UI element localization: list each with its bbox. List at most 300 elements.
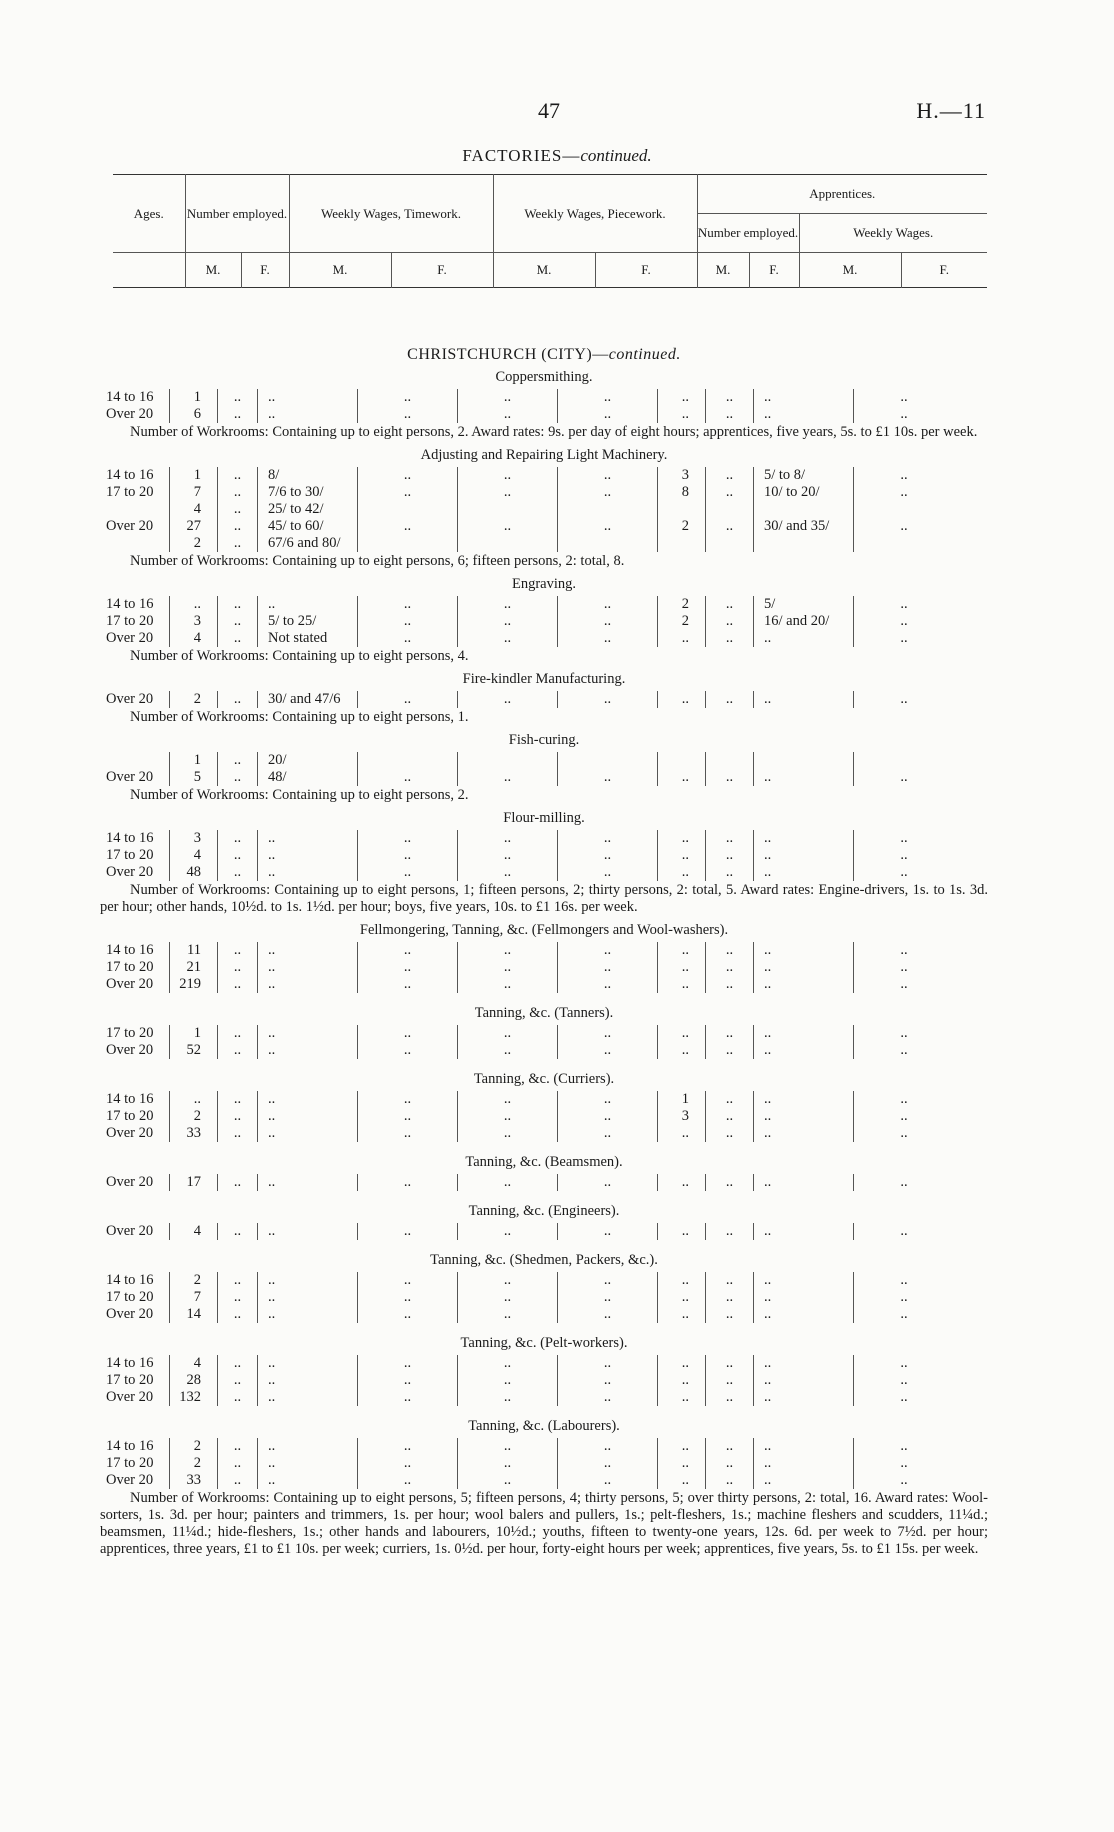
table-cell: .. — [754, 1272, 854, 1289]
age-cell: Over 20 — [100, 1174, 170, 1191]
table-cell: 1 — [170, 467, 218, 484]
table-cell: .. — [558, 1472, 658, 1489]
table-cell: .. — [754, 1355, 854, 1372]
table-cell: .. — [358, 518, 458, 535]
table-cell: .. — [754, 1125, 854, 1142]
header-apprentices: Apprentices. — [697, 175, 987, 214]
table-cell: .. — [218, 1091, 258, 1108]
table-cell: .. — [358, 976, 458, 993]
table-cell: .. — [218, 976, 258, 993]
table-cell: 5/ — [754, 596, 854, 613]
table-cell: 1 — [170, 389, 218, 406]
table-cell: .. — [258, 1355, 358, 1372]
table-cell: .. — [358, 1306, 458, 1323]
age-cell: 17 to 20 — [100, 1108, 170, 1125]
table-cell: .. — [218, 1372, 258, 1389]
age-cell: 17 to 20 — [100, 613, 170, 630]
table-cell — [658, 752, 706, 769]
table-cell: .. — [706, 1223, 754, 1240]
table-cell: .. — [218, 389, 258, 406]
table-cell: .. — [218, 942, 258, 959]
table-cell: .. — [658, 1223, 706, 1240]
table-cell: .. — [258, 1174, 358, 1191]
table-cell: .. — [900, 1223, 908, 1239]
table-cell: .. — [754, 1174, 854, 1191]
table-cell: .. — [458, 1455, 558, 1472]
table-cell — [658, 501, 706, 518]
table-cell: .. — [658, 1306, 706, 1323]
table-cell: 7 — [170, 1289, 218, 1306]
table-cell: .. — [258, 1306, 358, 1323]
table-cell: .. — [558, 613, 658, 630]
table-cell: 2 — [170, 691, 218, 708]
table-cell: .. — [706, 406, 754, 423]
table-cell: .. — [358, 613, 458, 630]
header-appr-weekly-wages: Weekly Wages. — [799, 214, 987, 253]
table-cell: .. — [558, 596, 658, 613]
age-cell: Over 20 — [100, 518, 170, 535]
table-cell: .. — [754, 942, 854, 959]
table-cell — [458, 535, 558, 552]
table-cell: .. — [900, 1125, 908, 1141]
table-cell: .. — [358, 1272, 458, 1289]
table-cell: .. — [900, 484, 908, 500]
section-note: Number of Workrooms: Containing up to eight persons, 2. Award rates: 9s. per day of eight hours; apprentices, five years, 5s. to £1 10s. per week. — [130, 424, 978, 440]
table-cell: 25/ to 42/ — [258, 501, 358, 518]
table-cell: .. — [218, 1455, 258, 1472]
table-cell: .. — [218, 1125, 258, 1142]
table-cell: .. — [558, 864, 658, 881]
table-cell: .. — [358, 484, 458, 501]
header-number-employed: Number employed. — [185, 175, 289, 253]
header-ages: Ages. — [133, 205, 164, 221]
table-cell: .. — [358, 830, 458, 847]
table-cell — [558, 501, 658, 518]
table-cell: .. — [358, 630, 458, 647]
table-cell: .. — [458, 484, 558, 501]
table-cell: .. — [754, 691, 854, 708]
age-cell: Over 20 — [100, 769, 170, 786]
table-cell: .. — [558, 976, 658, 993]
section-rows — [100, 596, 988, 647]
table-cell: .. — [658, 864, 706, 881]
table-cell: .. — [658, 1355, 706, 1372]
section-title: Flour-milling. — [503, 810, 585, 826]
table-cell: .. — [258, 1455, 358, 1472]
table-cell: .. — [358, 942, 458, 959]
table-cell: .. — [258, 864, 358, 881]
age-cell: 17 to 20 — [100, 484, 170, 501]
table-cell: 4 — [170, 847, 218, 864]
table-cell: .. — [900, 613, 908, 629]
section-title: Fellmongering, Tanning, &c. (Fellmongers and Wool-washers). — [359, 922, 729, 938]
table-cell: .. — [218, 1289, 258, 1306]
age-cell: 17 to 20 — [100, 847, 170, 864]
table-cell: .. — [358, 1355, 458, 1372]
table-cell: .. — [900, 691, 908, 707]
table-cell: Not stated — [258, 630, 358, 647]
table-cell: .. — [754, 1025, 854, 1042]
table-cell: .. — [218, 1389, 258, 1406]
table-cell: .. — [706, 691, 754, 708]
table-cell: .. — [218, 1025, 258, 1042]
section-note: Number of Workrooms: Containing up to eight persons, 1. — [130, 709, 469, 725]
table-cell: .. — [218, 1472, 258, 1489]
table-cell: .. — [358, 1223, 458, 1240]
table-cell: .. — [900, 1272, 908, 1288]
section-note: Number of Workrooms: Containing up to eight persons, 2. — [130, 787, 469, 803]
table-cell: .. — [358, 596, 458, 613]
table-cell: .. — [458, 1472, 558, 1489]
section-rows — [100, 752, 988, 786]
table-cell: .. — [218, 596, 258, 613]
table-cell — [754, 535, 854, 552]
table-cell: .. — [218, 847, 258, 864]
table-cell: .. — [458, 1355, 558, 1372]
table-cell: .. — [658, 630, 706, 647]
age-cell: 14 to 16 — [100, 596, 170, 613]
column-header-table — [113, 174, 987, 288]
table-cell: .. — [358, 769, 458, 786]
table-cell: .. — [900, 1174, 908, 1190]
section-gap — [100, 1191, 988, 1197]
table-cell: .. — [706, 864, 754, 881]
table-cell: .. — [706, 1174, 754, 1191]
table-cell — [358, 752, 458, 769]
table-cell: .. — [754, 769, 854, 786]
table-cell: .. — [706, 1472, 754, 1489]
header-f: F. — [391, 253, 493, 288]
table-cell: 5/ to 25/ — [258, 613, 358, 630]
table-cell: .. — [900, 1091, 908, 1107]
table-cell: .. — [558, 942, 658, 959]
table-cell — [854, 535, 954, 552]
table-cell: .. — [458, 406, 558, 423]
table-cell: 5/ to 8/ — [754, 467, 854, 484]
age-cell: Over 20 — [100, 1223, 170, 1240]
table-cell: .. — [706, 769, 754, 786]
table-cell: 48 — [170, 864, 218, 881]
table-cell: .. — [658, 1289, 706, 1306]
table-cell: .. — [458, 1125, 558, 1142]
table-cell — [558, 535, 658, 552]
age-cell: 14 to 16 — [100, 1272, 170, 1289]
table-cell: .. — [754, 1042, 854, 1059]
table-cell: .. — [900, 959, 908, 975]
table-cell: 2 — [170, 1272, 218, 1289]
table-cell: .. — [558, 389, 658, 406]
table-cell: .. — [258, 1042, 358, 1059]
table-cell: .. — [258, 1289, 358, 1306]
table-cell: .. — [458, 596, 558, 613]
table-cell: .. — [706, 1455, 754, 1472]
table-cell: .. — [458, 1289, 558, 1306]
header-m: M. — [799, 253, 901, 288]
table-cell: .. — [558, 1108, 658, 1125]
age-cell: 17 to 20 — [100, 1025, 170, 1042]
table-cell: .. — [706, 942, 754, 959]
table-cell: .. — [706, 1025, 754, 1042]
table-cell: .. — [218, 959, 258, 976]
table-cell: .. — [900, 596, 908, 612]
table-cell: .. — [218, 769, 258, 786]
section-rows — [100, 1272, 988, 1323]
table-cell: .. — [658, 1025, 706, 1042]
table-cell: .. — [658, 942, 706, 959]
section-title: Fish-curing. — [508, 732, 580, 748]
header-weekly-timework: Weekly Wages, Timework. — [289, 175, 493, 253]
age-cell: 17 to 20 — [100, 959, 170, 976]
table-cell — [706, 752, 754, 769]
table-cell: .. — [458, 1108, 558, 1125]
table-cell: .. — [658, 830, 706, 847]
table-cell: .. — [658, 1389, 706, 1406]
header-m: M. — [493, 253, 595, 288]
table-cell: 1 — [658, 1091, 706, 1108]
table-cell: 5 — [170, 769, 218, 786]
table-cell: .. — [358, 864, 458, 881]
table-cell: .. — [558, 959, 658, 976]
table-cell: .. — [358, 1174, 458, 1191]
table-cell — [754, 501, 854, 518]
age-cell: Over 20 — [100, 630, 170, 647]
table-cell: .. — [658, 1174, 706, 1191]
age-cell: Over 20 — [100, 1306, 170, 1323]
table-cell: .. — [258, 1372, 358, 1389]
page-number: 47 — [538, 98, 560, 123]
table-cell: 2 — [170, 1108, 218, 1125]
section-title: Tanning, &c. (Engineers). — [468, 1203, 620, 1219]
age-cell: 17 to 20 — [100, 1372, 170, 1389]
table-cell — [558, 752, 658, 769]
table-cell: 7/6 to 30/ — [258, 484, 358, 501]
table-cell: .. — [558, 1025, 658, 1042]
section-title: Tanning, &c. (Curriers). — [473, 1071, 615, 1087]
table-cell: 2 — [170, 535, 218, 552]
table-cell — [358, 535, 458, 552]
table-cell: .. — [258, 1472, 358, 1489]
age-cell: 14 to 16 — [100, 467, 170, 484]
header-f: F. — [901, 253, 987, 288]
table-cell: .. — [706, 830, 754, 847]
section-gap — [100, 993, 988, 999]
age-cell: Over 20 — [100, 1472, 170, 1489]
table-cell: .. — [558, 847, 658, 864]
table-cell: .. — [706, 847, 754, 864]
age-cell: Over 20 — [100, 1125, 170, 1142]
table-cell: .. — [900, 847, 908, 863]
header-appr-number-employed: Number employed. — [697, 214, 799, 253]
header-m: M. — [185, 253, 241, 288]
section-title: Tanning, &c. (Pelt-workers). — [460, 1335, 628, 1351]
section-title: Coppersmithing. — [495, 369, 593, 385]
table-cell: 3 — [658, 1108, 706, 1125]
table-cell: .. — [658, 1125, 706, 1142]
table-cell: .. — [358, 389, 458, 406]
age-cell: 17 to 20 — [100, 1455, 170, 1472]
table-cell: .. — [558, 1272, 658, 1289]
table-cell: .. — [558, 630, 658, 647]
table-cell: .. — [258, 1389, 358, 1406]
table-cell: 3 — [658, 467, 706, 484]
table-cell: .. — [658, 1438, 706, 1455]
table-cell: .. — [658, 406, 706, 423]
table-cell: .. — [706, 1272, 754, 1289]
table-cell: .. — [754, 830, 854, 847]
table-cell: 27 — [170, 518, 218, 535]
table-cell: .. — [258, 847, 358, 864]
table-cell — [658, 535, 706, 552]
table-cell: .. — [358, 1108, 458, 1125]
table-cell: .. — [754, 1223, 854, 1240]
section-gap — [100, 1323, 988, 1329]
table-cell: .. — [900, 630, 908, 646]
table-cell: .. — [706, 1389, 754, 1406]
age-cell: Over 20 — [100, 976, 170, 993]
table-cell: .. — [754, 847, 854, 864]
table-cell: .. — [218, 406, 258, 423]
table-cell: 3 — [170, 613, 218, 630]
table-cell: .. — [900, 942, 908, 958]
table-cell: .. — [458, 830, 558, 847]
table-cell: .. — [658, 769, 706, 786]
table-cell: .. — [754, 406, 854, 423]
table-cell: .. — [558, 1355, 658, 1372]
table-cell: .. — [900, 1355, 908, 1371]
table-cell: 10/ to 20/ — [754, 484, 854, 501]
table-cell: 2 — [658, 596, 706, 613]
table-cell: .. — [458, 1091, 558, 1108]
title-continued: continued. — [580, 146, 652, 165]
table-cell: .. — [358, 1091, 458, 1108]
table-cell: .. — [658, 1042, 706, 1059]
table-cell: .. — [458, 1042, 558, 1059]
table-cell: .. — [258, 1125, 358, 1142]
age-cell: 14 to 16 — [100, 942, 170, 959]
table-cell: 1 — [170, 1025, 218, 1042]
header-blank — [113, 253, 185, 288]
table-cell: .. — [218, 467, 258, 484]
table-cell: 132 — [170, 1389, 218, 1406]
table-cell: .. — [218, 535, 258, 552]
table-cell: .. — [258, 830, 358, 847]
table-cell: 219 — [170, 976, 218, 993]
table-cell: .. — [358, 1472, 458, 1489]
table-cell: .. — [558, 467, 658, 484]
age-cell: 14 to 16 — [100, 1091, 170, 1108]
table-cell: 2 — [658, 613, 706, 630]
table-cell: .. — [658, 691, 706, 708]
table-cell: .. — [706, 1289, 754, 1306]
table-cell: 48/ — [258, 769, 358, 786]
age-cell: 14 to 16 — [100, 1438, 170, 1455]
table-cell: .. — [558, 1389, 658, 1406]
region-name: CHRISTCHURCH (CITY)— — [407, 346, 609, 363]
table-cell: .. — [706, 959, 754, 976]
table-cell: 4 — [170, 1355, 218, 1372]
table-cell: .. — [754, 959, 854, 976]
table-cell: .. — [900, 976, 908, 992]
table-cell: .. — [218, 1355, 258, 1372]
table-cell: 17 — [170, 1174, 218, 1191]
table-cell: .. — [358, 406, 458, 423]
page-title — [0, 146, 1114, 166]
table-cell: .. — [754, 864, 854, 881]
table-cell: 2 — [658, 518, 706, 535]
table-cell — [706, 535, 754, 552]
table-cell: .. — [900, 864, 908, 880]
age-cell: 14 to 16 — [100, 389, 170, 406]
table-cell: 2 — [170, 1438, 218, 1455]
section-note: Number of Workrooms: Containing up to eight persons, 4. — [130, 648, 469, 664]
table-cell: .. — [458, 389, 558, 406]
table-cell: .. — [900, 1472, 908, 1488]
table-cell: .. — [258, 959, 358, 976]
table-cell: .. — [900, 1042, 908, 1058]
table-cell: .. — [900, 1306, 908, 1322]
table-cell: .. — [558, 1306, 658, 1323]
table-cell: 4 — [170, 630, 218, 647]
table-cell: .. — [658, 1272, 706, 1289]
section-rows — [100, 1091, 988, 1142]
table-cell: .. — [218, 613, 258, 630]
table-cell: .. — [458, 518, 558, 535]
table-cell: 7 — [170, 484, 218, 501]
table-cell: .. — [558, 484, 658, 501]
table-cell: 20/ — [258, 752, 358, 769]
table-cell: .. — [458, 1174, 558, 1191]
table-cell: .. — [658, 847, 706, 864]
table-cell: 28 — [170, 1372, 218, 1389]
table-cell: .. — [900, 518, 908, 534]
age-cell: 14 to 16 — [100, 1355, 170, 1372]
table-cell: .. — [258, 1272, 358, 1289]
section-note: Number of Workrooms: Containing up to eight persons, 6; fifteen persons, 2: total, 8. — [130, 553, 625, 569]
header-f: F. — [595, 253, 697, 288]
table-cell: .. — [218, 691, 258, 708]
table-cell: .. — [558, 1372, 658, 1389]
table-cell — [854, 501, 954, 518]
header-m: M. — [697, 253, 749, 288]
table-cell: .. — [558, 1289, 658, 1306]
table-cell: .. — [658, 959, 706, 976]
table-cell: .. — [218, 518, 258, 535]
table-cell: .. — [258, 389, 358, 406]
age-cell — [100, 535, 170, 552]
table-cell: .. — [658, 1455, 706, 1472]
table-cell: .. — [218, 1438, 258, 1455]
title-main: FACTORIES— — [462, 146, 581, 165]
table-cell: .. — [754, 1455, 854, 1472]
age-cell: Over 20 — [100, 691, 170, 708]
table-cell: .. — [458, 847, 558, 864]
table-cell: .. — [218, 864, 258, 881]
table-cell: .. — [658, 389, 706, 406]
table-cell: 1 — [170, 752, 218, 769]
table-cell: .. — [458, 630, 558, 647]
document-reference: H.—11 — [916, 98, 986, 123]
table-cell: .. — [558, 1438, 658, 1455]
table-cell: .. — [706, 613, 754, 630]
table-cell: .. — [458, 1306, 558, 1323]
table-cell: 4 — [170, 501, 218, 518]
table-cell: .. — [900, 1372, 908, 1388]
table-cell: .. — [558, 1174, 658, 1191]
table-cell: .. — [218, 1272, 258, 1289]
table-cell: .. — [658, 1372, 706, 1389]
section-gap — [100, 1240, 988, 1246]
section-rows — [100, 691, 988, 708]
